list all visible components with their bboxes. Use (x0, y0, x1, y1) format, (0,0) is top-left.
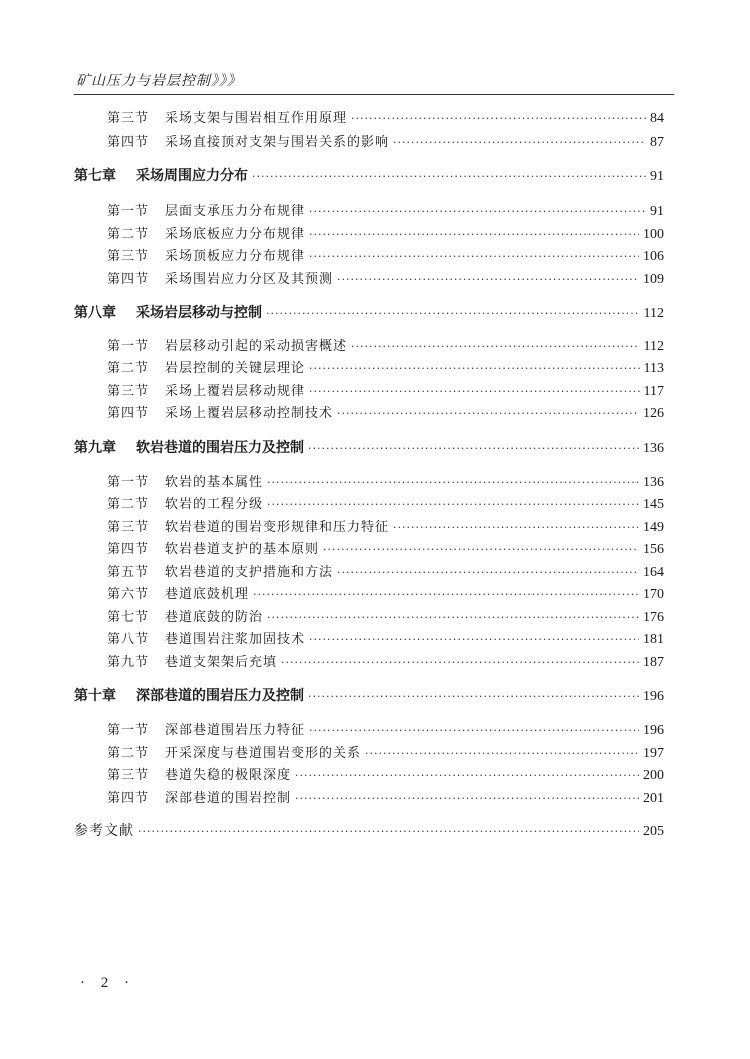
toc-entry-page: 117 (643, 384, 664, 399)
toc-entry-number: 第七章 (74, 168, 116, 184)
toc-leader-dots (309, 228, 639, 241)
toc-chapter-row[interactable] (74, 302, 664, 322)
toc-entry-page: 156 (643, 542, 664, 557)
toc-entry-title: 开采深度与巷道围岩变形的关系 (165, 746, 362, 761)
toc-section-row[interactable] (107, 606, 664, 626)
toc-leader-dots (295, 769, 639, 782)
toc-entry-title: 采场上覆岩层移动控制技术 (165, 406, 334, 421)
toc-chapter-row[interactable] (74, 165, 664, 185)
toc-entry-title: 层面支承压力分布规律 (165, 204, 306, 219)
toc-entry-title: 软岩的工程分级 (165, 497, 264, 512)
toc-leader-dots (253, 588, 639, 601)
toc-section-row[interactable] (107, 493, 664, 513)
toc-section-row[interactable] (107, 538, 664, 558)
toc-entry-number: 第五节 (107, 565, 150, 580)
toc-entry-page: 205 (643, 824, 664, 839)
toc-entry-title: 采场直接顶对支架与围岩关系的影响 (165, 135, 390, 150)
toc-entry-title: 深部巷道围岩压力特征 (165, 723, 306, 738)
toc-entry-page: 196 (643, 723, 664, 738)
toc-leader-dots (309, 205, 646, 218)
toc-leader-dots (295, 792, 639, 805)
toc-leader-dots (308, 442, 639, 455)
toc-entry-page: 196 (643, 689, 664, 704)
toc-entry-page: 87 (650, 135, 664, 150)
toc-entry-number: 第二节 (107, 746, 150, 761)
toc-entry-page: 187 (643, 655, 664, 670)
toc-entry-number: 第二节 (107, 227, 150, 242)
toc-entry-page: 136 (643, 475, 664, 490)
toc-section-row[interactable] (107, 131, 664, 151)
toc-leader-dots (365, 747, 639, 760)
toc-entry-title: 采场上覆岩层移动规律 (165, 384, 306, 399)
toc-entry-title: 软岩巷道的围岩变形规律和压力特征 (165, 520, 390, 535)
toc-entry-number: 第十章 (74, 688, 116, 704)
toc-leader-dots (308, 690, 639, 703)
toc-entry-title: 巷道底鼓的防治 (165, 610, 264, 625)
toc-entry-page: 109 (643, 272, 664, 287)
toc-entry-page: 149 (643, 520, 664, 535)
toc-entry-title: 软岩巷道的支护措施和方法 (165, 565, 334, 580)
toc-entry-title: 采场围岩应力分区及其预测 (165, 272, 334, 287)
toc-entry-number: 第六节 (107, 587, 150, 602)
toc-section-row[interactable] (107, 200, 664, 220)
toc-entry-title: 采场顶板应力分布规律 (165, 249, 306, 264)
toc-entry-page: 84 (650, 111, 664, 126)
toc-entry-page: 170 (643, 587, 664, 602)
toc-section-row[interactable] (107, 583, 664, 603)
toc-entry-number: 第八节 (107, 632, 150, 647)
toc-entry-title: 深部巷道的围岩控制 (165, 791, 292, 806)
toc-entry-title: 采场支架与围岩相互作用原理 (165, 111, 348, 126)
toc-entry-title: 巷道支架架后充填 (165, 655, 278, 670)
toc-entry-number: 第三节 (107, 249, 150, 264)
toc-entry-title: 参考文献 (74, 823, 134, 839)
toc-entry-page: 181 (643, 632, 664, 647)
toc-section-row[interactable] (107, 245, 664, 265)
toc-section-row[interactable] (107, 628, 664, 648)
toc-entry-number: 第一节 (107, 723, 150, 738)
toc-leader-dots (309, 362, 640, 375)
toc-entry-number: 第九章 (74, 440, 116, 456)
toc-entry-title: 采场岩层移动与控制 (136, 305, 262, 321)
toc-entry-number: 第四节 (107, 791, 150, 806)
toc-entry-number: 第一节 (107, 204, 150, 219)
toc-section-row[interactable] (107, 651, 664, 671)
toc-section-row[interactable] (107, 561, 664, 581)
toc-section-row[interactable] (107, 402, 664, 422)
toc-entry-number: 第三节 (107, 520, 150, 535)
toc-entry-title: 巷道围岩注浆加固技术 (165, 632, 306, 647)
toc-section-row[interactable] (107, 471, 664, 491)
toc-entry-number: 第二节 (107, 361, 150, 376)
toc-entry-page: 113 (643, 361, 664, 376)
toc-chapter-row[interactable] (74, 685, 664, 705)
toc-entry-page: 91 (650, 169, 664, 184)
toc-entry-page: 136 (643, 441, 664, 456)
toc-leader-dots (267, 476, 639, 489)
toc-section-row[interactable] (107, 742, 664, 762)
toc-section-row[interactable] (107, 107, 664, 127)
toc-chapter-row[interactable] (74, 437, 664, 457)
toc-section-row[interactable] (107, 357, 664, 377)
toc-leader-dots (267, 498, 639, 511)
toc-entry-title: 采场底板应力分布规律 (165, 227, 306, 242)
toc-entry-page: 106 (643, 249, 664, 264)
toc-entry-title: 巷道失稳的极限深度 (165, 768, 292, 783)
toc-leader-dots (267, 611, 639, 624)
toc-leader-dots (309, 633, 639, 646)
toc-entry-number: 第九节 (107, 655, 150, 670)
toc-entry-title: 巷道底鼓机理 (165, 587, 250, 602)
toc-section-row[interactable] (107, 516, 664, 536)
toc-entry-number: 第二节 (107, 497, 150, 512)
page-number: · 2 · (80, 975, 135, 991)
running-header: 矿山压力与岩层控制》》》 (76, 73, 242, 89)
toc-leader-dots (309, 250, 639, 263)
toc-entry-number: 第三节 (107, 111, 150, 126)
toc-leader-dots (393, 521, 639, 534)
toc-entry-number: 第八章 (74, 305, 116, 321)
toc-section-row[interactable] (107, 764, 664, 784)
toc-leader-dots (351, 112, 646, 125)
toc-leader-dots (393, 136, 646, 149)
toc-entry-number: 第四节 (107, 542, 150, 557)
toc-entry-page: 145 (643, 497, 664, 512)
toc-leader-dots (266, 307, 640, 320)
toc-entry-number: 第四节 (107, 272, 150, 287)
toc-leader-dots (309, 724, 639, 737)
toc-entry-number: 第三节 (107, 384, 150, 399)
toc-leader-dots (351, 340, 640, 353)
toc-leader-dots (138, 825, 639, 838)
toc-section-row[interactable] (107, 335, 664, 355)
toc-section-row[interactable] (107, 787, 664, 807)
toc-entry-title: 岩层控制的关键层理论 (165, 361, 306, 376)
toc-leader-dots (337, 566, 639, 579)
toc-section-row[interactable] (107, 380, 664, 400)
toc-entry-page: 112 (643, 339, 664, 354)
toc-entry-page: 164 (643, 565, 664, 580)
toc-entry-page: 197 (643, 746, 664, 761)
toc-entry-page: 176 (643, 610, 664, 625)
toc-entry-title: 岩层移动引起的采动损害概述 (165, 339, 348, 354)
toc-entry-title: 软岩巷道支护的基本原则 (165, 542, 320, 557)
toc-entry-title: 软岩的基本属性 (165, 475, 264, 490)
toc-entry-title: 软岩巷道的围岩压力及控制 (136, 440, 304, 456)
toc-entry-number: 第三节 (107, 768, 150, 783)
header-rule (74, 94, 674, 95)
toc-entry-page: 91 (650, 204, 664, 219)
toc-entry-page: 201 (643, 791, 664, 806)
toc-section-row[interactable] (107, 268, 664, 288)
toc-entry-page: 126 (643, 406, 664, 421)
toc-leader-dots (309, 385, 640, 398)
toc-entry-title: 深部巷道的围岩压力及控制 (136, 688, 304, 704)
toc-leader-dots (337, 273, 639, 286)
toc-leader-dots (252, 170, 646, 183)
toc-entry-page: 200 (643, 768, 664, 783)
toc-entry-number: 第七节 (107, 610, 150, 625)
toc-entry-page: 100 (643, 227, 664, 242)
toc-references-row[interactable] (74, 820, 664, 840)
toc-section-row[interactable] (107, 719, 664, 739)
toc-leader-dots (323, 543, 639, 556)
toc-leader-dots (281, 656, 639, 669)
toc-section-row[interactable] (107, 223, 664, 243)
toc-entry-number: 第一节 (107, 339, 150, 354)
toc-entry-title: 采场周围应力分布 (136, 168, 248, 184)
toc-entry-number: 第四节 (107, 406, 150, 421)
toc-entry-page: 112 (643, 306, 664, 321)
toc-leader-dots (337, 407, 639, 420)
toc-entry-number: 第四节 (107, 135, 150, 150)
toc-entry-number: 第一节 (107, 475, 150, 490)
